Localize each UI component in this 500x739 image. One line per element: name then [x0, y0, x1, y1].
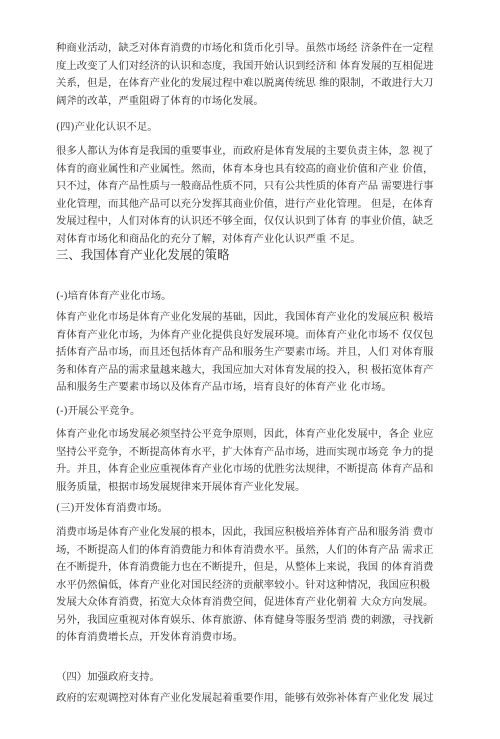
- text-line: 体育产业化市场发展必须坚持公平竞争原则，因此，体育产业化发展中，各企 业应: [56, 428, 434, 440]
- text-line: 体育的商业属性和产业属性。然而，体育本身也具有较高的商业价值和产业 价值，: [56, 162, 434, 175]
- text-line: 品和服务生产要素市场以及体育产品市场，培育良好的体育产业 化市场。: [56, 381, 392, 393]
- text-line: 发展过程中，人们对体育的认识还不够全面，仅仅认识到了体育 的事业价值，缺乏: [56, 215, 434, 227]
- text-line: 体育产业化市场是体育产业化发展的基础，因此，我国体育产业化的发展应积 极培: [56, 311, 434, 323]
- subheading-2: (-)开展公平竞争。: [56, 405, 141, 417]
- text-line: 坚持公平竞争，不断提高体育水平，扩大体育产品市场，进而实现市场竞 争力的提: [56, 445, 434, 458]
- text-line: 消费市场是体育产业化发展的根本，因此，我国应积极培养体育产品和服务消 费市: [56, 526, 434, 538]
- text-line: 服务质量，根据市场发展规律来开展体育产业化发展。: [56, 480, 306, 493]
- text-line: 关系，但是，在体育产业化的发展过程中难以脱离传统思 维的限制，不敢进行大刀: [56, 77, 434, 89]
- text-line: 发展大众体育消费，拓宽大众体育消费空间，促进体育产业化朝着 大众方向发展。: [56, 596, 434, 608]
- subheading-4: (四)产业化认识不足。: [56, 121, 158, 133]
- text-line: 业化管理，而其他产品可以充分发挥其商业价值，进行产业化管理。 但是，在体育: [56, 197, 434, 210]
- subheading-3: (三)开发体育消费市场。: [56, 502, 169, 514]
- text-line: 只不过，体育产品性质与一般商品性质不同，只有公共性质的体育产品 需要进行事: [56, 180, 434, 192]
- paragraph-government-support: [56, 690, 452, 708]
- text-line: 场，不断提高人们的体育消费能力和体育消费水平。虽然，人们的体育产品 需求正: [56, 543, 434, 556]
- paragraph-industrialization-awareness: [56, 143, 452, 248]
- text-line: 种商业活动，缺乏对体育消费的市场化和货币化引导。虽然市场经 济条件在一定程: [56, 42, 434, 54]
- text-line: 水平仍然偏低，体育产业化对国民经济的贡献率较小。针对这种情况，我国应积极: [56, 578, 431, 591]
- text-line: 的体育消费增长点，开发体育消费市场。: [56, 631, 244, 643]
- text-line: 另外，我国应重视对体育娱乐、体育旅游、体育健身等服务型消 费的刺激，寻找新: [56, 613, 434, 626]
- text-line: 对体育市场化和商品化的充分了解，对体育产业化认识严重 不足。: [56, 232, 361, 245]
- section-heading-3: 三、我国体育产业化发展的策略: [56, 247, 230, 262]
- paragraph-fair-competition: [56, 426, 452, 496]
- intro-paragraph: [56, 40, 452, 110]
- text-line: 很多人都认为体育是我国的重要事业，而政府是体育发展的主要负责主体，忽 视了: [56, 145, 434, 157]
- text-line: 政府的宏观调控对体育产业化发展起着重要作用，能够有效弥补体育产业化发 展过: [56, 692, 434, 704]
- text-line: 在不断提升，体育消费能力也在不断提升，但是，从整体上来说，我国 的体育消费: [56, 561, 434, 573]
- paragraph-consumer-market: [56, 524, 452, 647]
- subheading-1: (-)培育体育产业化市场。: [56, 290, 172, 302]
- text-line: 括体育产品市场，而且还包括体育产品和服务生产要素市场。并且，人们 对体育服: [56, 346, 434, 358]
- text-line: 升。并且，体育企业应重视体育产业化市场的优胜劣汰规律，不断提高 体育产品和: [56, 463, 434, 475]
- text-line: 务和体育产品的需求量越来越大，我国应加大对体育发展的投入，积 极拓宽体育产: [56, 363, 434, 376]
- text-line: 度上改变了人们对经济的认识和态度，我国开始认识到经济和 体育发展的互相促进: [56, 59, 434, 72]
- paragraph-market-cultivation: [56, 309, 452, 397]
- text-line: 阔斧的改革，严重阻碍了体育的市场化发展。: [56, 94, 264, 107]
- subheading-4b: （四）加强政府支持。: [56, 671, 160, 683]
- text-line: 育体育产业化市场，为体育产业化提供良好发展环境。而体育产业化市场不 仅仅包: [56, 328, 434, 341]
